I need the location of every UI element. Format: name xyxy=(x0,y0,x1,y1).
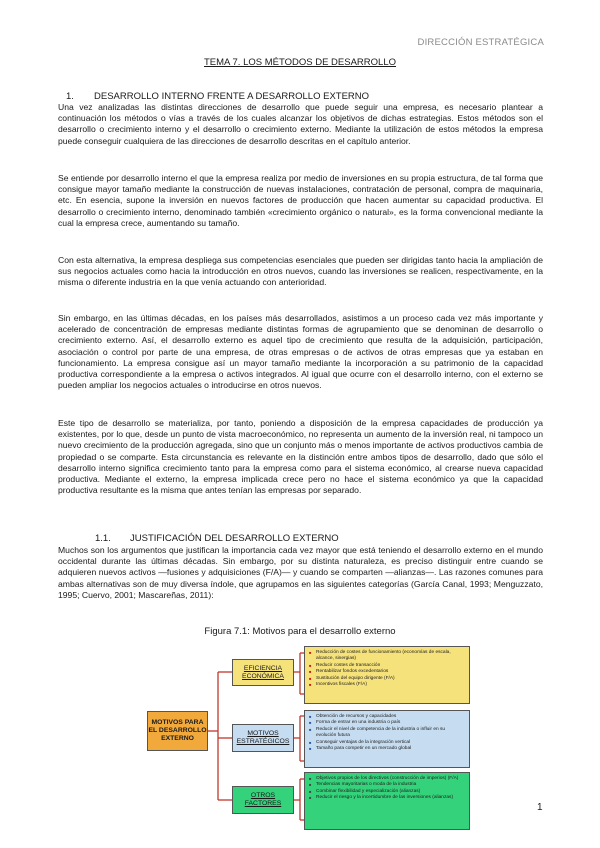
list-item: ■ Reducir el nivel de competencia de la industria o influir en su evolución futura xyxy=(309,727,465,740)
page-number: 1 xyxy=(537,802,543,813)
efficiency-details-box xyxy=(304,646,470,704)
category-efficiency-box xyxy=(232,659,294,686)
figure-caption: Figura 7.1: Motivos para el desarrollo externo xyxy=(204,626,396,637)
list-item: ■ Combinar flexibilidad y especialización (alianzas) xyxy=(309,789,465,795)
other-details-box xyxy=(304,772,470,830)
running-header: DIRECCIÓN ESTRATÉGICA xyxy=(417,37,544,48)
list-item: ■ Reducir costes de transacción xyxy=(309,663,465,669)
list-item: ■ Obtención de recursos y capacidades xyxy=(309,714,465,720)
category-other-box xyxy=(232,786,294,814)
category-strategic-box xyxy=(232,724,294,752)
paragraph: Se entiende por desarrollo interno el que la empresa realiza por medio de inversiones en su propia estructura, de tal forma que consigue mayor tamaño mediante la construcción de nuevas instalaciones, contratación de personal, compra de maquinaria, etc. En esencia, supone la inversión en nuevos factores de producción que hacen aumentar su capacidad productiva. El desarrollo o crecimiento interno, denominado también «crecimiento orgánico o natural», es la forma convencional mediante la cual la empresa crece, aumentando su tamaño. xyxy=(58,173,543,228)
list-item: ■ Sustitución del equipo dirigente (F/A) xyxy=(309,676,465,682)
list-item: ■ Reducir el riesgo y la incertidumbre de las inversiones (alianzas) xyxy=(309,795,465,801)
subsection-number: 1.1. xyxy=(95,533,111,544)
list-item: ■ Tendencias mayoritarias o moda de la industria xyxy=(309,782,465,788)
list-item: ■ Forma de entrar en una industria o país xyxy=(309,720,465,726)
paragraph: Con esta alternativa, la empresa despliega sus competencias esenciales que pueden ser dirigidas tanto hacia la ampliación de sus negocios actuales como hacia la introducción en otros nuevos, cuando las inversiones se realicen, respectivamente, en la misma o diferente industria en la que venía actuando con anterioridad. xyxy=(58,255,543,288)
category-label: EFICIENCIA ECONÓMICA xyxy=(242,664,284,680)
paragraph: Muchos son los argumentos que justifican la importancia cada vez mayor que está teniendo el desarrollo externo en el mundo occidental durante las últimas décadas. Sin embargo, por su distinta naturaleza, es preciso distinguir entre cuando se adquieren nuevos activos —fusiones y adquisiciones (F/A)— y cuando se comparten —alianzas—. Las razones comunes para ambas alternativas son de muy diversa índole, que agrupamos en las siguientes categorías (García Canal, 1993; Menguzzato, 1995; Cuervo, 2001; Mascareñas, 2011): xyxy=(58,545,543,600)
paragraph: Una vez analizadas las distintas direcciones de desarrollo que puede seguir una empresa, es necesario plantear a continuación los métodos o vías a través de los cuales alcanzar los objetivos de dichas estrategias. Estos métodos son el desarrollo o crecimiento interno y el desarrollo o crecimiento externo. Mediante la utilización de estos métodos la empresa puede conseguir cualquiera de las direcciones de desarrollo descritas en el capítulo anterior. xyxy=(58,102,543,146)
list-item: ■ Objetivos propios de los directivos (construcción de imperios) (F/A) xyxy=(309,776,465,782)
main-motive-label: MOTIVOS PARA EL DESARROLLO EXTERNO xyxy=(148,719,207,742)
strategic-details-box xyxy=(304,710,470,768)
list-item: ■ Conseguir ventajas de la integración vertical xyxy=(309,740,465,746)
category-label: MOTIVOS ESTRATÉGICOS xyxy=(236,730,290,745)
paragraph: Sin embargo, en las últimas décadas, en los países más desarrollados, asistimos a un proceso cada vez más importante y acelerado de concentración de empresas mediante distintas formas de agrupamiento que se denominan de desarrollo o crecimiento externo. Así, el desarrollo externo es aquel tipo de crecimiento que resulta de la adquisición, participación, asociación o control por parte de una empresa, de otras empresas o de activos de otras empresas que ya estaban en funcionamiento. La empresa consigue así un mayor tamaño mediante la incorporación a su patrimonio de la capacidad productiva correspondiente a la empresa o activos integrados. Al igual que ocurre con el desarrollo interno, con el externo se pueden ampliar los negocios actuales o introducirse en otros nuevos. xyxy=(58,313,543,391)
section-number: 1. xyxy=(66,91,74,102)
main-motive-box xyxy=(147,711,208,751)
subsection-title: JUSTIFICACIÓN DEL DESARROLLO EXTERNO xyxy=(130,533,339,544)
section-title: DESARROLLO INTERNO FRENTE A DESARROLLO EXTERNO xyxy=(94,91,370,102)
page-title: TEMA 7. LOS MÉTODOS DE DESARROLLO xyxy=(204,57,396,68)
list-item: ■ Tamaño para competir en un mercado global xyxy=(309,746,465,752)
paragraph: Este tipo de desarrollo se materializa, por tanto, poniendo a disposición de la empresa capacidades de producción ya existentes, por lo que, desde un punto de vista macroeconómico, no representa un aumento de la inversión real, ni tampoco un nuevo crecimiento de la producción agregada, sino que un conjunto más o menos importante de activos productivos cambia de propiedad o se comparte. Esta circunstancia es relevante en la distinción entre ambos tipos de desarrollo, dado que sólo el desarrollo interno significa crecimiento tanto para la empresa como para el sistema económico, al crearse nueva capacidad productiva. Mediante el externo, la empresa implicada crece pero no hace el sistema económico ya que la capacidad productiva resultante es la misma que antes tenían las empresas por separado. xyxy=(58,418,543,496)
list-item: ■ Incentivos fiscales (F/A) xyxy=(309,682,465,688)
category-label: OTROS FACTORES xyxy=(244,792,282,807)
list-item: ■ Reducción de costes de funcionamiento (economías de escala, alcance, sinergias) xyxy=(309,650,465,663)
list-item: ■ Rentabilizar fondos excedentarios xyxy=(309,669,465,675)
